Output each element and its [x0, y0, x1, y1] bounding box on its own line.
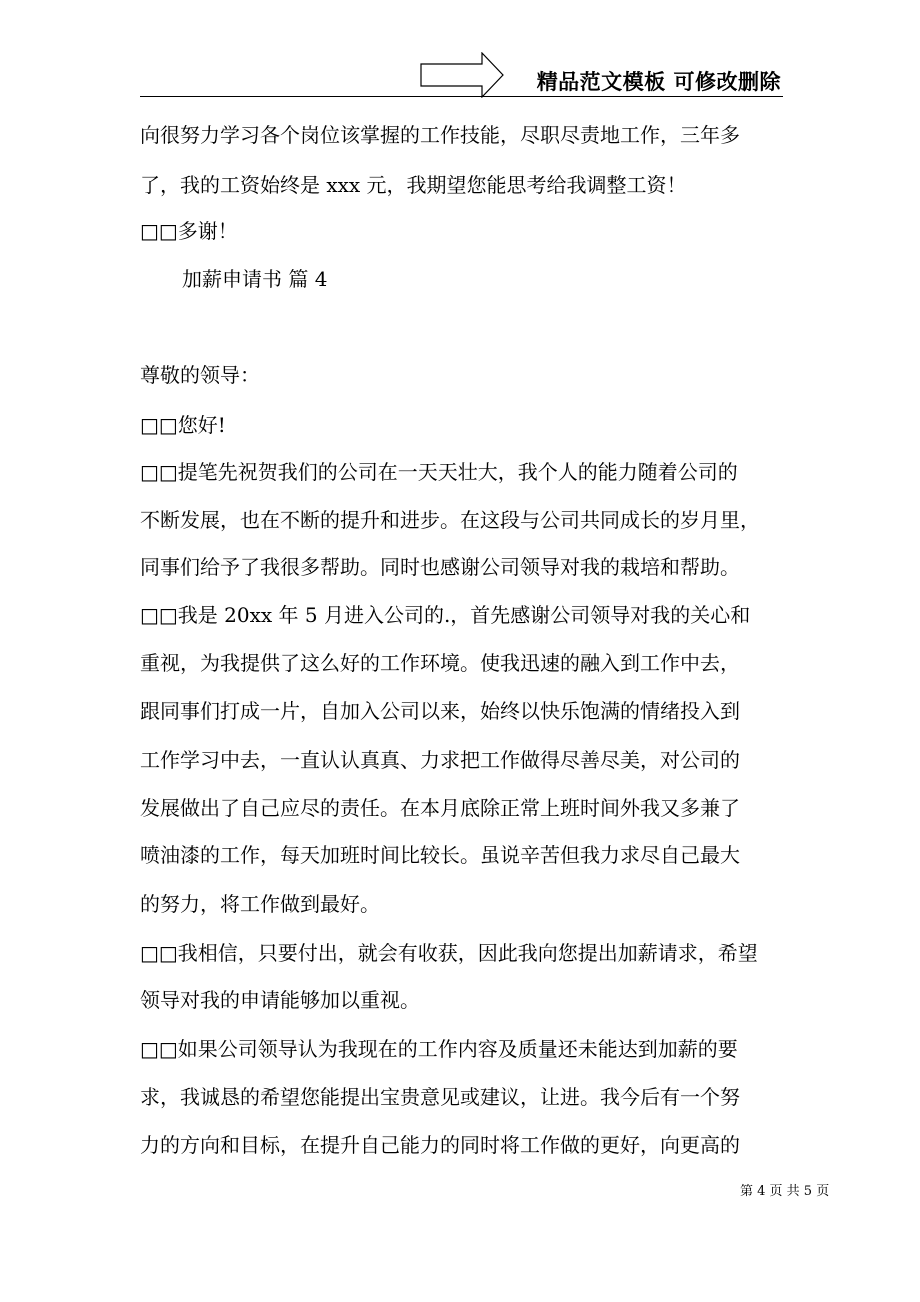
text-line: 求，我诚恳的希望您能提出宝贵意见或建议，让进。我今后有一个努: [140, 1085, 740, 1109]
page-header: [140, 50, 783, 98]
right-arrow-icon: [420, 52, 504, 98]
text-line: □□我是 20xx 年 5 月进入公司的.，首先感谢公司领导对我的关心和: [140, 603, 751, 627]
text-line: □□如果公司领导认为我现在的工作内容及质量还未能达到加薪的要: [140, 1037, 738, 1061]
text-line: □□我相信，只要付出，就会有收获，因此我向您提出加薪请求，希望: [140, 941, 758, 965]
text-line: 工作学习中去，一直认认真真、力求把工作做得尽善尽美，对公司的: [140, 748, 740, 772]
text-line: 不断发展，也在不断的提升和进步。在这段与公司共同成长的岁月里，: [140, 508, 760, 532]
header-title: 精品范文模板 可修改删除: [536, 69, 781, 94]
header-rule: [140, 96, 783, 97]
text-line: 同事们给予了我很多帮助。同时也感谢公司领导对我的栽培和帮助。: [140, 555, 740, 579]
text-line: 喷油漆的工作，每天加班时间比较长。虽说辛苦但我力求尽自己最大: [140, 843, 740, 867]
section-heading: 加薪申请书 篇 4: [182, 267, 328, 291]
text-line: 了，我的工资始终是 xxx 元，我期望您能思考给我调整工资！: [140, 173, 687, 197]
page-number: 第 4 页 共 5 页: [740, 1184, 830, 1199]
text-line: 跟同事们打成一片，自加入公司以来，始终以快乐饱满的情绪投入到: [140, 699, 740, 723]
text-line: □□提笔先祝贺我们的公司在一天天壮大，我个人的能力随着公司的: [140, 460, 738, 484]
greeting: □□您好!: [140, 413, 226, 437]
salutation: 尊敬的领导：: [140, 363, 260, 387]
text-line: 发展做出了自己应尽的责任。在本月底除正常上班时间外我又多兼了: [140, 796, 740, 820]
text-line: 的努力，将工作做到最好。: [140, 892, 380, 916]
text-line: □□多谢！: [140, 219, 238, 243]
text-line: 力的方向和目标，在提升自己能力的同时将工作做的更好，向更高的: [140, 1133, 740, 1157]
text-line: 重视，为我提供了这么好的工作环境。使我迅速的融入到工作中去，: [140, 651, 740, 675]
text-line: 向很努力学习各个岗位该掌握的工作技能，尽职尽责地工作，三年多: [140, 123, 740, 147]
text-line: 领导对我的申请能够加以重视。: [140, 988, 420, 1012]
